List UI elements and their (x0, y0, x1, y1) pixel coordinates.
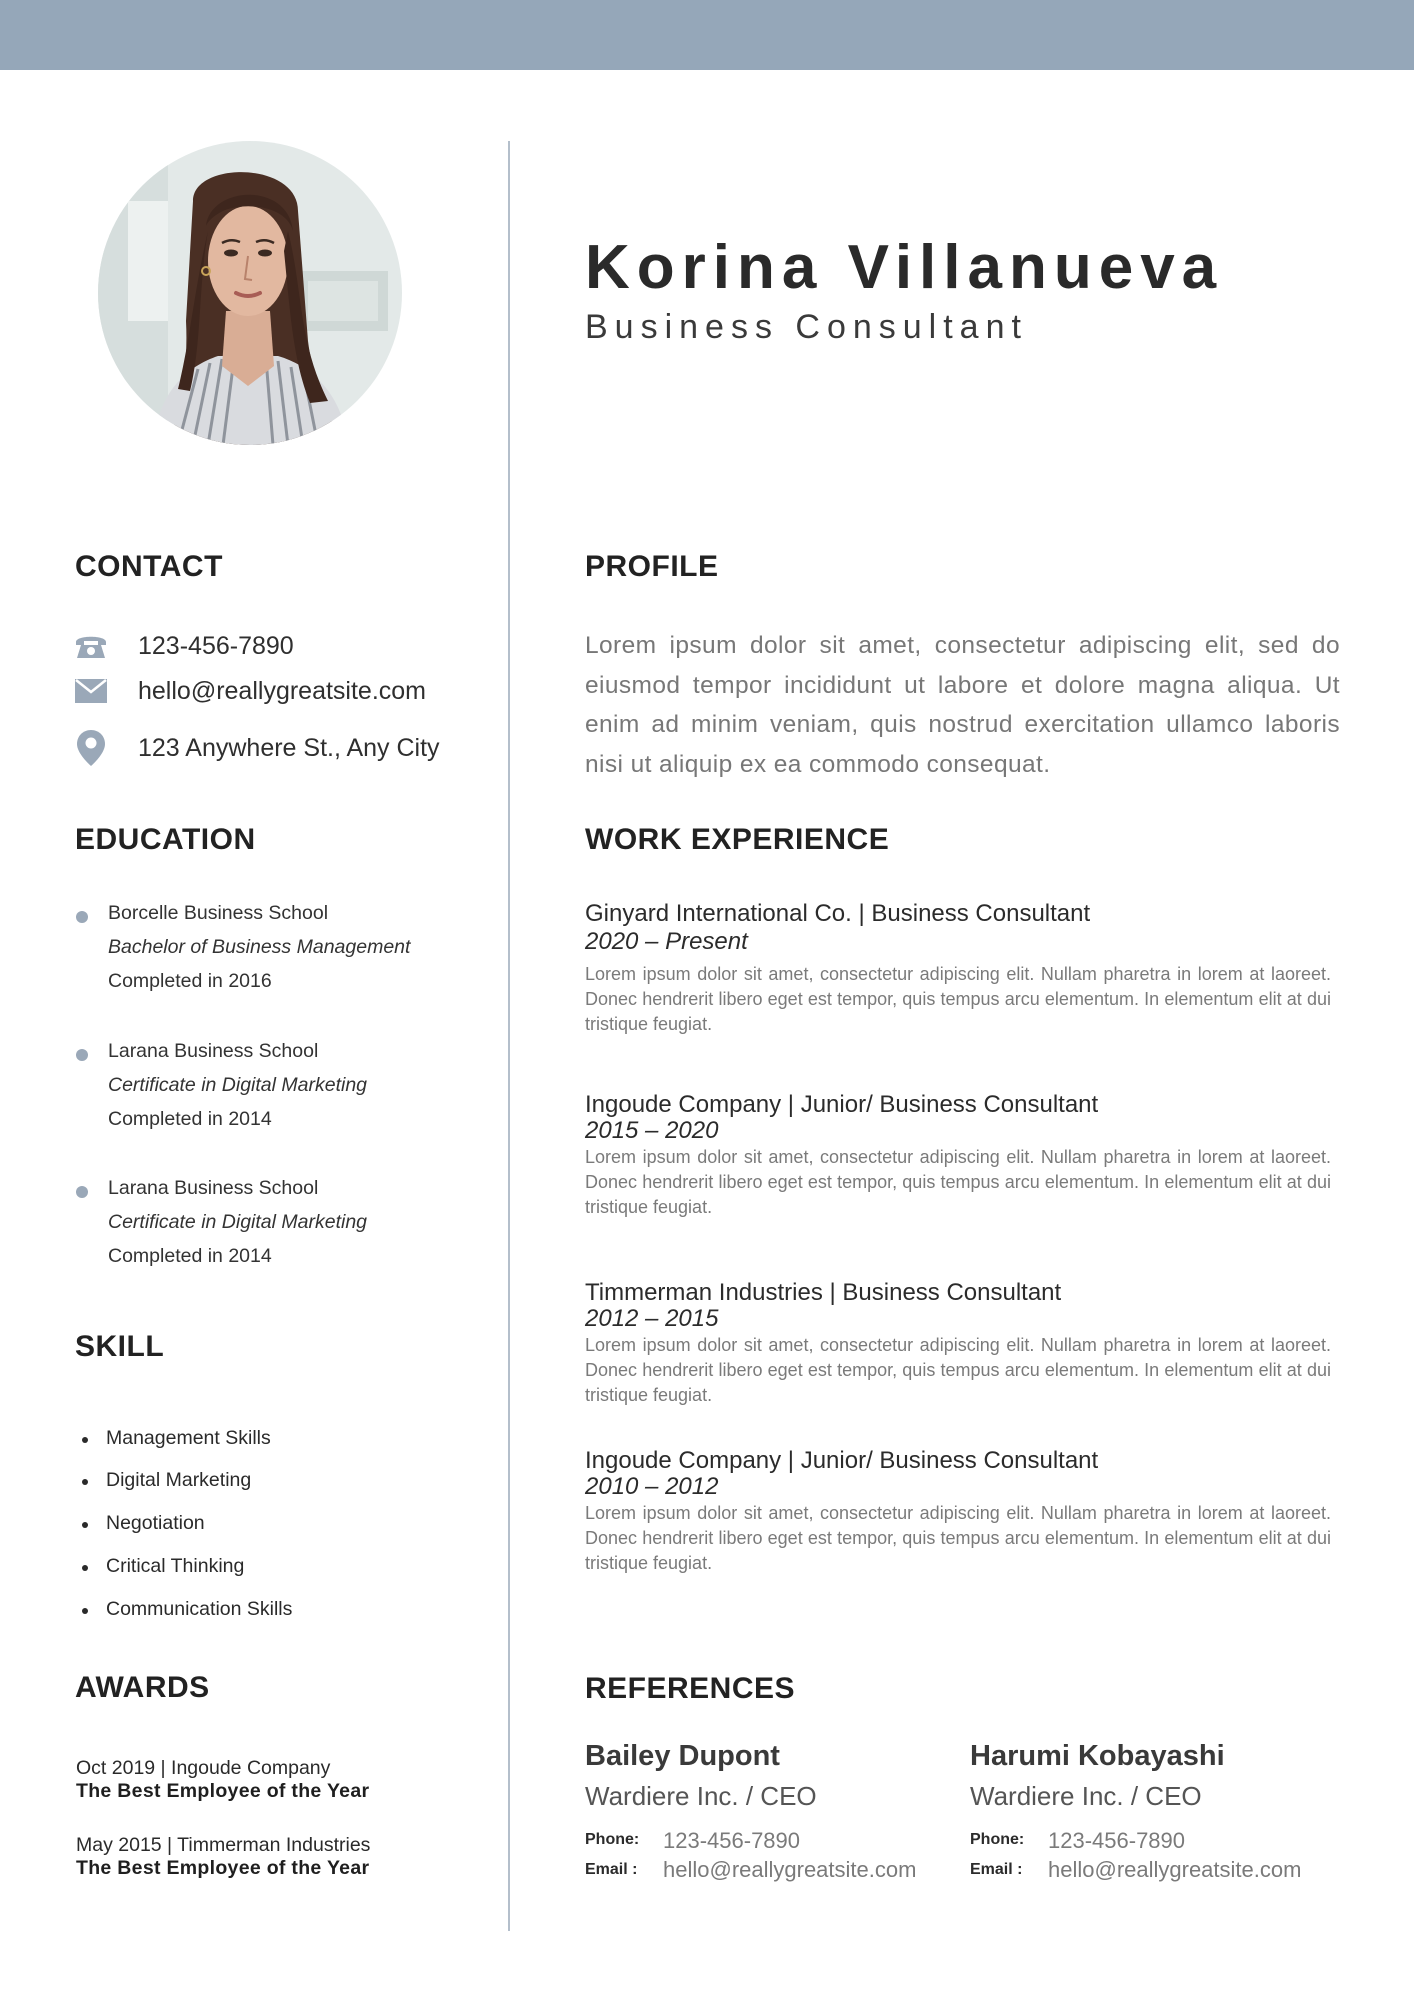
education-completed: Completed in 2014 (108, 1108, 272, 1130)
profile-heading: PROFILE (585, 550, 719, 583)
work-item (585, 1279, 1331, 1408)
work-experience-heading: WORK EXPERIENCE (585, 823, 890, 856)
bullet-dot (76, 1186, 88, 1198)
reference-company: Wardiere Inc. / CEO (585, 1781, 817, 1811)
contact-phone (74, 629, 294, 663)
award-title: The Best Employee of the Year (76, 1857, 370, 1879)
person-name: Korina Villanueva (585, 233, 1224, 302)
awards-heading: AWARDS (75, 1671, 210, 1704)
work-dates: 2015 – 2020 (585, 1117, 719, 1144)
reference-phone: 123-456-7890 (663, 1828, 801, 1853)
education-school: Larana Business School (108, 1177, 319, 1199)
contact-email[interactable] (74, 674, 427, 708)
map-pin-icon (74, 731, 108, 765)
reference-phone-label: Phone: (585, 1831, 640, 1848)
skill-label: Communication Skills (106, 1598, 293, 1620)
contact-address (74, 731, 440, 765)
bullet-dot (76, 1049, 88, 1061)
education-heading: EDUCATION (75, 823, 256, 856)
profile-text: Lorem ipsum dolor sit amet, consectetur adipiscing elit, sed do eiusmod tempor incididunt ut labore et dolore magna aliqua. Ut enim ad minim veniam, quis nostrud exercitation ullamco laboris nisi ut aliquip ex ea commodo consequat. (585, 632, 1340, 778)
bullet-dot (76, 911, 88, 923)
work-description: Lorem ipsum dolor sit amet, consectetur adipiscing elit. Nullam pharetra in lorem at laoreet. Donec hendrerit libero eget est tempor, quis tempus arcu elementum. In elementum elit at dui tristique feugiat. (585, 1503, 1331, 1573)
education-school: Larana Business School (108, 1040, 319, 1062)
education-degree: Certificate in Digital Marketing (108, 1074, 368, 1096)
work-item (585, 900, 1331, 1037)
work-title: Ingoude Company | Junior/ Business Consultant (585, 1091, 1099, 1118)
skill-label: Critical Thinking (106, 1555, 245, 1577)
work-item (585, 1447, 1331, 1576)
skill-label: Digital Marketing (106, 1469, 252, 1491)
reference-name: Harumi Kobayashi (970, 1740, 1225, 1772)
reference-email-label: Email : (585, 1861, 638, 1878)
education-degree: Certificate in Digital Marketing (108, 1211, 368, 1233)
work-dates: 2020 – Present (585, 928, 748, 955)
reference-name: Bailey Dupont (585, 1740, 780, 1772)
award-date-company: Oct 2019 | Ingoude Company (76, 1757, 331, 1779)
profile-photo (98, 141, 402, 445)
work-title: Ginyard International Co. | Business Consultant (585, 900, 1091, 927)
contact-phone-text: 123-456-7890 (138, 631, 294, 660)
reference-email[interactable]: hello@reallygreatsite.com (663, 1857, 917, 1882)
education-completed: Completed in 2016 (108, 970, 272, 992)
envelope-icon (74, 674, 108, 708)
skill-heading: SKILL (75, 1330, 165, 1363)
reference-phone-label: Phone: (970, 1831, 1025, 1848)
education-completed: Completed in 2014 (108, 1245, 272, 1267)
work-title: Ingoude Company | Junior/ Business Consultant (585, 1447, 1099, 1474)
reference-email-label: Email : (970, 1861, 1023, 1878)
skill-label: Management Skills (106, 1427, 271, 1449)
work-item (585, 1091, 1331, 1220)
work-dates: 2012 – 2015 (585, 1305, 719, 1332)
column-divider (508, 141, 510, 1931)
top-banner (0, 0, 1414, 70)
contact-heading: CONTACT (75, 550, 223, 583)
skill-label: Negotiation (106, 1512, 205, 1534)
job-title: Business Consultant (585, 308, 1028, 346)
reference-phone: 123-456-7890 (1048, 1828, 1186, 1853)
contact-email-text[interactable]: hello@reallygreatsite.com (138, 676, 427, 705)
contact-address-text: 123 Anywhere St., Any City (138, 733, 440, 762)
education-degree: Bachelor of Business Management (108, 936, 411, 958)
work-description: Lorem ipsum dolor sit amet, consectetur adipiscing elit. Nullam pharetra in lorem at laoreet. Donec hendrerit libero eget est tempor, quis tempus arcu elementum. In elementum elit at dui tristique feugiat. (585, 1147, 1331, 1217)
work-title: Timmerman Industries | Business Consultant (585, 1279, 1062, 1306)
reference-email[interactable]: hello@reallygreatsite.com (1048, 1857, 1302, 1882)
work-description: Lorem ipsum dolor sit amet, consectetur adipiscing elit. Nullam pharetra in lorem at laoreet. Donec hendrerit libero eget est tempor, quis tempus arcu elementum. In elementum elit at dui tristique feugiat. (585, 1335, 1331, 1405)
work-dates: 2010 – 2012 (585, 1473, 719, 1500)
award-date-company: May 2015 | Timmerman Industries (76, 1834, 371, 1856)
award-title: The Best Employee of the Year (76, 1780, 370, 1802)
work-description: Lorem ipsum dolor sit amet, consectetur adipiscing elit. Nullam pharetra in lorem at laoreet. Donec hendrerit libero eget est tempor, quis tempus arcu elementum. In elementum elit at dui tristique feugiat. (585, 964, 1331, 1034)
references-heading: REFERENCES (585, 1672, 796, 1705)
phone-icon (74, 629, 108, 663)
reference-company: Wardiere Inc. / CEO (970, 1781, 1202, 1811)
education-school: Borcelle Business School (108, 902, 329, 924)
